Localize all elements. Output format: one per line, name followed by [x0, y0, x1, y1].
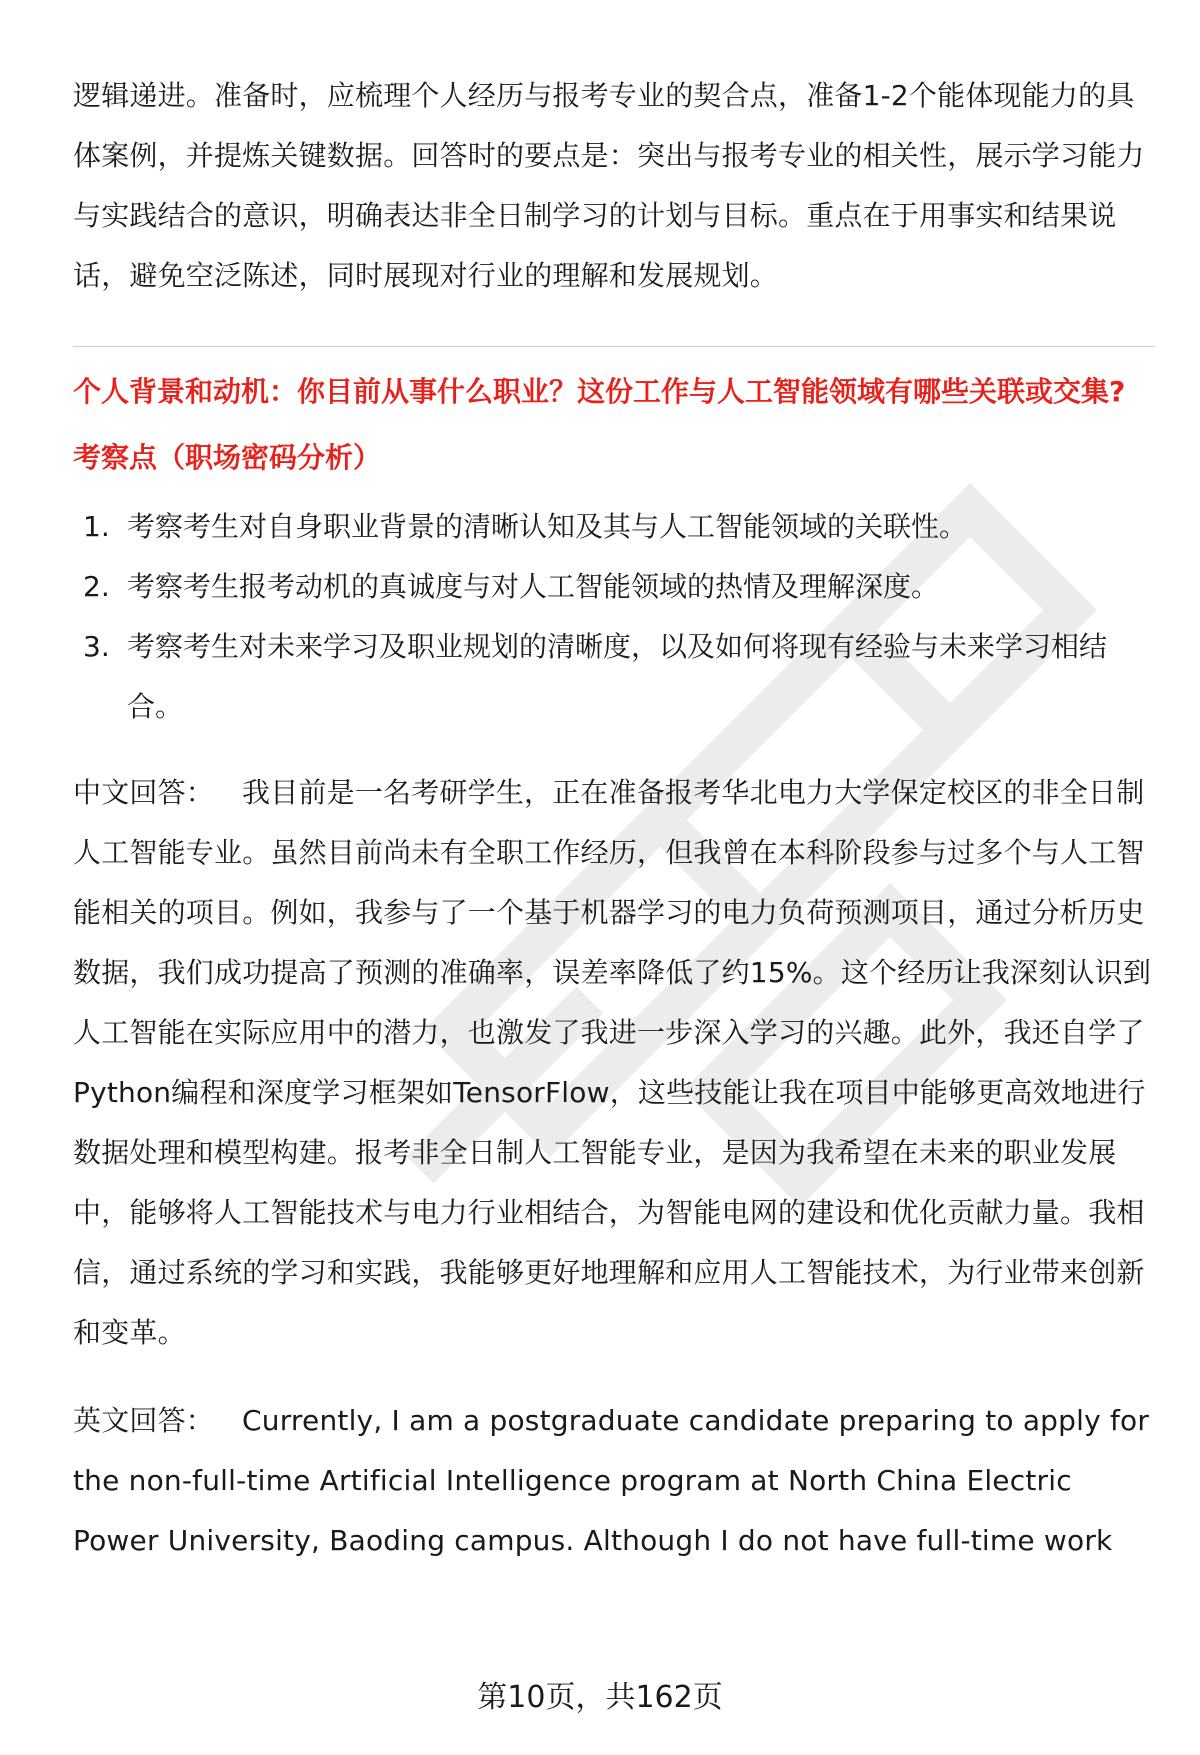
chinese-answer-text: 我目前是一名考研学生，正在准备报考华北电力大学保定校区的非全日制人工智能专业。虽然目前尚未有全职工作经历，但我曾在本科阶段参与过多个与人工智能相关的项目。例如，我参与了一个基于机器学习的电力负荷预测项目，通过分析历史数据，我们成功提高了预测的准确率，误差率降低了约15%。这个经历让我深刻认识到人工智能在实际应用中的潜力，也激发了我进一步深入学习的兴趣。此外，我还自学了Python编程和深度学习框架如TensorFlow，这些技能让我在项目中能够更高效地进行数据处理和模型构建。报考非全日制人工智能专业，是因为我希望在未来的职业发展中，能够将人工智能技术与电力行业相结合，为智能电网的建设和优化贡献力量。我相信，通过系统的学习和实践，我能够更好地理解和应用人工智能技术，为行业带来创新和变革。 [73, 776, 1152, 1349]
chinese-answer [73, 763, 1155, 1363]
list-item [73, 557, 1155, 617]
list-item [73, 617, 1155, 737]
section-divider [73, 346, 1155, 347]
list-item-text: 考察考生报考动机的真诚度与对人工智能领域的热情及理解深度。 [127, 570, 940, 603]
english-answer-text: Currently, I am a postgraduate candidate preparing to apply for the non-full-time Artificial Intelligence program at North China Electric Power University, Baoding campus. Although I do not have full-time work [73, 1404, 1150, 1557]
list-item-number: 3. [83, 630, 110, 663]
document-page [73, 66, 1155, 1571]
assessment-points-list [73, 497, 1155, 737]
assessment-subheading: 考察点（职场密码分析） [73, 441, 382, 474]
list-item-number: 1. [83, 510, 110, 543]
english-answer [73, 1391, 1155, 1571]
list-item [73, 497, 1155, 557]
list-item-text: 考察考生对未来学习及职业规划的清晰度，以及如何将现有经验与未来学习相结合。 [127, 630, 1108, 723]
intro-paragraph: 逻辑递进。准备时，应梳理个人经历与报考专业的契合点，准备1-2个能体现能力的具体案例，并提炼关键数据。回答时的要点是：突出与报考专业的相关性，展示学习能力与实践结合的意识，明确表达非全日制学习的计划与目标。重点在于用事实和结果说话，避免空泛陈述，同时展现对行业的理解和发展规划。 [73, 79, 1145, 292]
question-heading: 个人背景和动机：你目前从事什么职业？这份工作与人工智能领域有哪些关联或交集? [73, 375, 1126, 408]
page-number-footer: 第10页，共162页 [477, 1680, 723, 1715]
english-answer-label: 英文回答： [73, 1404, 215, 1437]
list-item-number: 2. [83, 570, 110, 603]
list-item-text: 考察考生对自身职业背景的清晰认知及其与人工智能领域的关联性。 [127, 510, 968, 543]
chinese-answer-label: 中文回答： [73, 776, 215, 809]
